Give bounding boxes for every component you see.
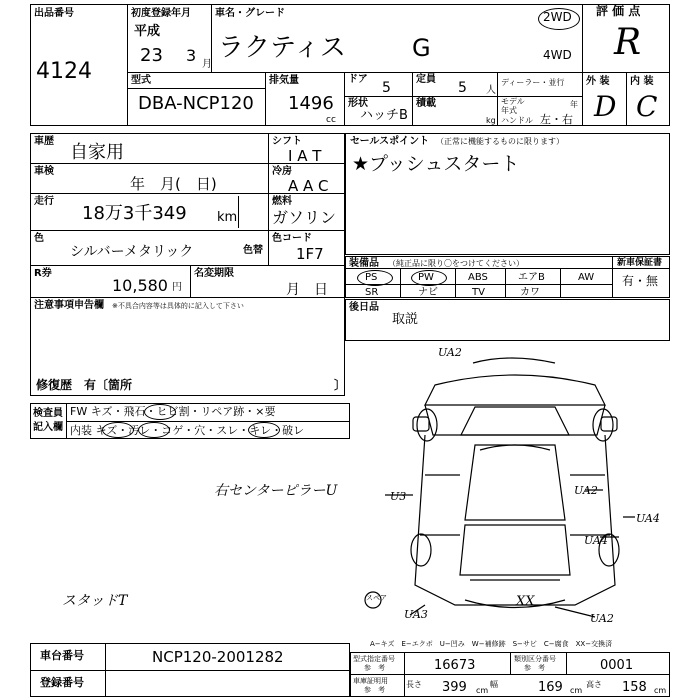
equip-leather: カワ <box>520 287 540 298</box>
color-label: 色 <box>34 233 44 244</box>
mark-rear-left: UA3 <box>404 608 428 621</box>
shift-label: シフト <box>272 136 302 147</box>
selling-point: ★プッシュスタート <box>352 153 520 175</box>
mark-right-side: UA4 <box>636 512 660 525</box>
load-label: 積載 <box>416 98 436 109</box>
inspector-label-2: 記入欄 <box>33 422 63 433</box>
notes-sub: ※不具合内容等は具体的に記入して下さい <box>112 302 244 310</box>
model-label: 型式 <box>131 75 151 86</box>
grade: G <box>412 34 431 62</box>
int-dirt-circle <box>138 422 170 438</box>
inspection: 年 月( 日) <box>130 175 217 193</box>
color-code: 1F7 <box>296 245 324 263</box>
ref-1: 参 考 <box>364 664 385 672</box>
spare-label: スペア <box>366 594 387 602</box>
deadline-label: 名変期限 <box>194 268 234 279</box>
equip-airbag: エアB <box>518 272 545 283</box>
type-designation-label: 型式指定番号 <box>353 655 395 663</box>
kg-unit: kg <box>486 116 496 125</box>
exterior-label: 外 装 <box>586 76 610 87</box>
history-label: 車歴 <box>34 136 54 147</box>
selling-sub: （正常に機能するものに限ります） <box>436 137 564 146</box>
length-unit: cm <box>476 686 489 695</box>
warranty: 有・無 <box>622 274 659 288</box>
repair-label: 修復歴 <box>36 378 73 392</box>
type-designation: 16673 <box>434 658 476 673</box>
displacement-label: 排気量 <box>269 75 299 86</box>
history: 自家用 <box>70 142 124 163</box>
seats-unit: 人 <box>486 85 496 96</box>
cert-label: 車庫証明用 <box>353 677 388 685</box>
inspector-ext: FW キズ・飛石・ヒビ割・リペア跡・×要 <box>70 405 276 418</box>
class: 0001 <box>600 658 634 673</box>
inspector-int: 内装 キズ・汚レ・コゲ・穴・スレ・キレ・破レ <box>70 424 305 437</box>
color-change-label: 色替 <box>243 245 263 256</box>
selling-frame <box>345 133 670 255</box>
recycle: 10,580 <box>112 276 168 295</box>
equip-sr: SR <box>365 287 379 298</box>
selling-label: セールスポイント <box>350 136 430 147</box>
model-year-label: モデル 年式 <box>501 97 525 115</box>
reg-year: 23 <box>140 45 163 66</box>
class-label: 類別区分番号 <box>514 655 556 663</box>
shape: ハッチB <box>360 108 408 123</box>
mark-left: U3 <box>390 490 407 503</box>
shift: I A T <box>288 147 322 165</box>
color-code-label: 色コード <box>272 233 312 244</box>
mileage: 18万3千349 <box>82 203 187 224</box>
width-label: 幅 <box>490 680 498 689</box>
interior-label: 内 装 <box>630 76 654 87</box>
dealer-label: ディーラー・並行 <box>501 78 565 87</box>
recycle-label: R券 <box>34 268 52 279</box>
chip-circle <box>144 404 176 420</box>
mark-right-rear: UA4 <box>584 534 608 547</box>
handle-label: ハンドル <box>501 116 533 125</box>
inspection-label: 車検 <box>34 166 54 177</box>
equipment-sub: （純正品に限り〇をつけてください） <box>388 259 524 268</box>
repair: 有〔箇所 <box>84 378 133 392</box>
ref-3: 参 考 <box>364 686 385 694</box>
handle: 左・右 <box>540 113 573 126</box>
mark-roof: UA2 <box>438 346 462 359</box>
length-label: 長さ <box>406 680 422 689</box>
int-scratch-circle <box>102 422 134 438</box>
month-unit: 月 <box>202 59 212 70</box>
equip-abs: ABS <box>468 272 488 283</box>
doors-label: ドア <box>348 74 368 85</box>
yen-unit: 円 <box>172 282 182 293</box>
shape-label: 形状 <box>348 98 368 109</box>
width: 169 <box>538 680 563 695</box>
chassis-label: 車台番号 <box>40 649 84 662</box>
drive-2wd: 2WD <box>543 10 572 24</box>
deadline: 月 日 <box>286 282 328 298</box>
fuel: ガソリン <box>272 208 337 227</box>
lot-label: 出品番号 <box>34 8 74 19</box>
equip-tv: TV <box>472 287 485 298</box>
first-reg-label: 初度登録年月 <box>131 8 191 19</box>
height-unit: cm <box>654 686 667 695</box>
aftermarket-label: 後日品 <box>349 302 379 313</box>
seats-label: 定員 <box>416 74 436 85</box>
displacement: 1496 <box>288 93 334 114</box>
stud-note: スタッドT <box>62 593 128 609</box>
score: R <box>614 22 642 63</box>
inspector-label-1: 検査員 <box>33 408 63 419</box>
doors: 5 <box>382 80 391 96</box>
color: シルバーメタリック <box>70 244 194 260</box>
ac: A A C <box>288 177 329 195</box>
aftermarket: 取説 <box>392 312 419 327</box>
cc-unit: cc <box>326 115 336 125</box>
warranty-label: 新車保証書 <box>617 258 663 268</box>
chassis: NCP120-2001282 <box>152 648 284 666</box>
drive-4wd: 4WD <box>543 48 572 62</box>
equip-aw: AW <box>578 272 595 283</box>
model: DBA-NCP120 <box>138 93 254 114</box>
length: 399 <box>442 680 467 695</box>
width-unit: cm <box>570 686 583 695</box>
int-wear-circle <box>248 422 280 438</box>
score-label: 評 価 点 <box>596 4 641 18</box>
era: 平成 <box>134 24 161 39</box>
interior-score: C <box>636 90 658 123</box>
year-unit: 年 <box>570 100 578 109</box>
seats: 5 <box>458 80 467 96</box>
reg-label: 登録番号 <box>40 676 84 689</box>
height: 158 <box>622 680 647 695</box>
lot-number: 4124 <box>36 59 92 84</box>
ac-label: 冷房 <box>272 166 292 177</box>
exterior-score: D <box>594 90 617 123</box>
mark-rear-exchange: XX <box>516 594 535 609</box>
equip-navi: ナビ <box>418 287 438 298</box>
mark-right-door: UA2 <box>574 484 598 497</box>
pillar-note: 右センターピラーU <box>214 483 338 499</box>
notes-label: 注意事項申告欄 <box>34 300 104 311</box>
repair-close: 〕 <box>334 378 347 392</box>
name-grade-label: 車名・グレード <box>215 8 285 19</box>
damage-legend: A−キズ E−エクボ U−凹み W−補修跡 S−サビ C−腐食 XX−交換済 <box>370 640 613 648</box>
equip-ps: PS <box>365 272 378 283</box>
ref-2: 参 考 <box>524 664 545 672</box>
equipment-label: 装備品 <box>349 258 379 269</box>
reg-month: 3 <box>186 46 197 65</box>
mark-rear-right: UA2 <box>590 612 614 625</box>
equip-pw: PW <box>418 272 434 283</box>
car-name: ラクティス <box>218 33 346 63</box>
fuel-label: 燃料 <box>272 196 292 207</box>
height-label: 高さ <box>586 680 602 689</box>
mileage-label: 走行 <box>34 196 54 207</box>
km-unit: km <box>217 210 238 225</box>
